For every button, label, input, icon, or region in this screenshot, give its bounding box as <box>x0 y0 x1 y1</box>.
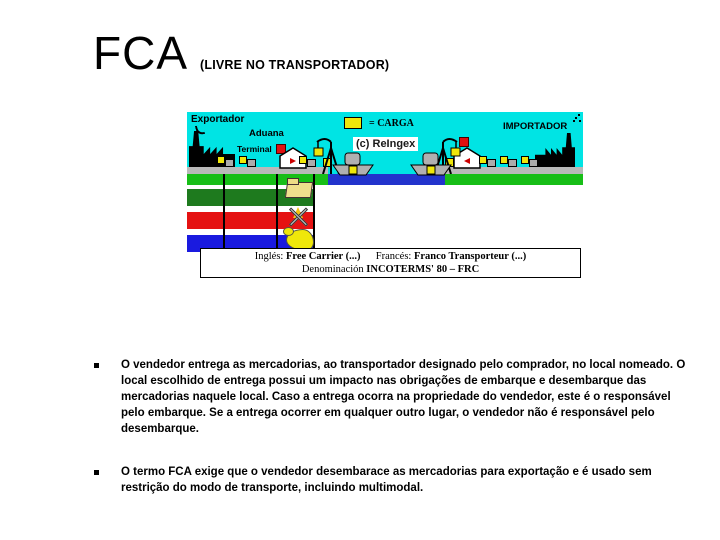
bullet-list <box>94 357 690 523</box>
cargo-box-icon <box>344 117 362 129</box>
smoke-doodle <box>575 117 577 119</box>
caption-denom-label: Denominación <box>301 264 364 275</box>
bullet-text: O vendedor entrega as mercadorias, ao transportador designado pelo comprador, no local nomeado. O local escolhido de entrega possui um impacto nas obrigações de embarque e desembarque das mercadorias naquele local. Caso a entrega ocorra na propriedade do vendedor, este é o responsável pelo embarque. Se a entrega ocorrer em qualquer outro lugar, o vendedor não é responsável pelo desembarque. <box>121 359 686 435</box>
caption-line-1 <box>201 250 580 263</box>
importer-label: IMPORTADOR <box>503 121 568 132</box>
grass-right <box>445 174 583 185</box>
caption-line-2 <box>201 263 580 276</box>
caption-lang1-value: Free Carrier (...) <box>285 251 361 262</box>
exporter-label: Exportador <box>191 114 245 125</box>
cargo-legend <box>344 117 414 129</box>
list-item <box>94 464 690 496</box>
bullet-marker <box>94 470 99 475</box>
page-subtitle: (LIVRE NO TRANSPORTADOR) <box>200 58 390 72</box>
caption-lang1-label: Inglés: <box>254 251 284 262</box>
band-divider-line <box>276 174 278 252</box>
caption-lang2-label: Francés: <box>375 251 412 262</box>
title-block <box>93 28 389 79</box>
folder-icon <box>286 182 312 198</box>
bullet-text: O termo FCA exige que o vendedor desembarace as mercadorias para exportação e é usado sem restrição do modo de transporte, incluindo multimodal. <box>121 466 652 494</box>
ship-icon <box>409 146 453 181</box>
band-divider-line <box>223 174 225 252</box>
list-item <box>94 357 690 437</box>
truck-icon <box>217 156 235 167</box>
truck-icon <box>239 156 257 167</box>
caption-box <box>200 248 581 278</box>
caption-denom-value: INCOTERMS' 80 – FRC <box>366 264 480 275</box>
truck-icon <box>521 156 539 167</box>
cargo-legend-label: = CARGA <box>369 117 414 129</box>
watermark-label: (c) ReIngex <box>353 137 418 151</box>
truck-icon <box>500 156 518 167</box>
incoterms-diagram <box>187 112 583 284</box>
customs-label: Aduana <box>249 128 284 139</box>
bullet-marker <box>94 363 99 368</box>
caption-lang2-value: Franco Transporteur (...) <box>413 251 527 262</box>
ship-icon <box>331 146 375 181</box>
tools-icon <box>287 206 311 228</box>
terminal-label: Terminal <box>237 144 286 154</box>
page-title: FCA <box>93 27 188 79</box>
truck-icon <box>479 156 497 167</box>
